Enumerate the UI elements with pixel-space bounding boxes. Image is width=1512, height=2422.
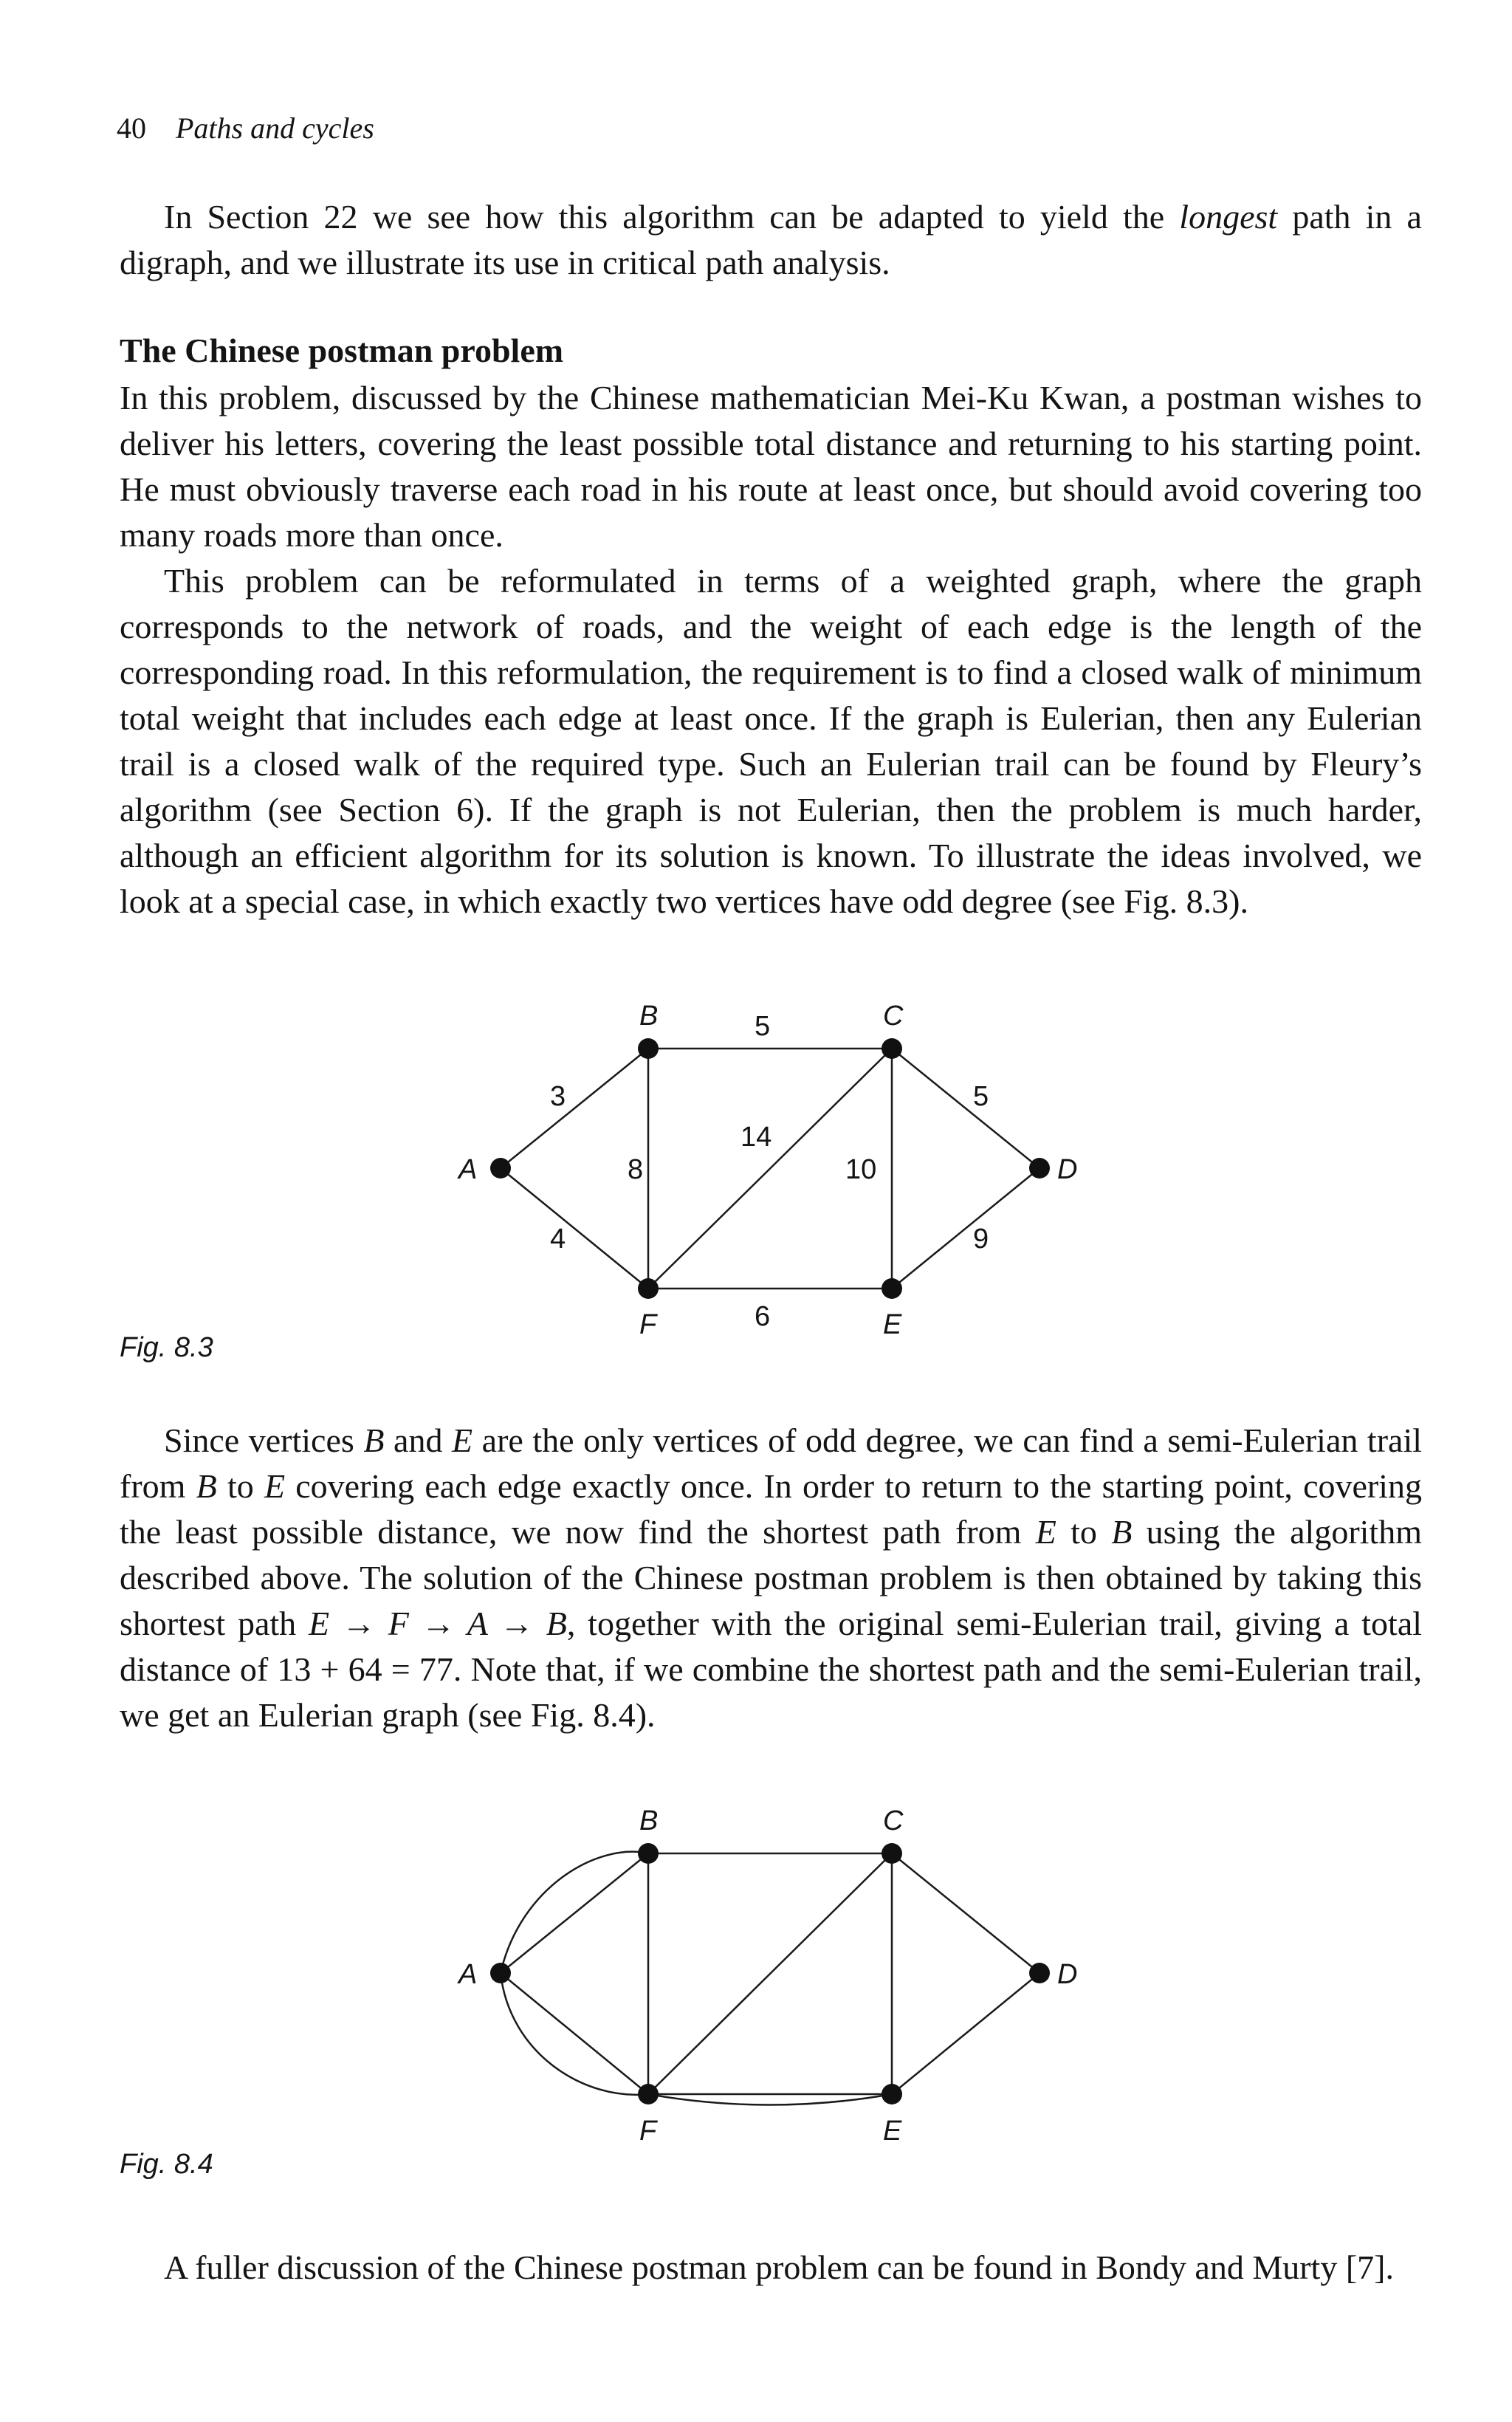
label-B: B [639, 1001, 659, 1032]
label-F: F [639, 2116, 657, 2147]
shortest-path: E → F → A → B [309, 1605, 567, 1642]
label-A: A [458, 1154, 478, 1185]
edge-DE [892, 1168, 1040, 1289]
figure-8-4 [0, 1802, 1512, 2200]
weight-DE: 9 [973, 1224, 989, 1255]
label-E: E [883, 2116, 902, 2147]
edge-FE-duplicate [648, 2094, 892, 2105]
vertex-B [638, 1038, 659, 1059]
figure-8-4-graph [0, 1802, 1512, 2200]
vertex-D [1029, 1158, 1050, 1179]
vertex-F [638, 1278, 659, 1299]
vertex-C [882, 1038, 902, 1059]
edge-AB [501, 1049, 648, 1168]
vertex-E [882, 2084, 902, 2104]
edge-CD [892, 1049, 1040, 1168]
vertex-A [490, 1158, 511, 1179]
label-D: D [1057, 1959, 1078, 1990]
edge-DE [892, 1973, 1040, 2094]
label-E: E [883, 1309, 902, 1340]
weight-AB: 3 [550, 1081, 566, 1112]
label-A: A [458, 1959, 478, 1990]
closing-paragraph: A fuller discussion of the Chinese postman problem can be found in Bondy and Murty [7]. [164, 2248, 1394, 2286]
weight-BF: 8 [628, 1154, 644, 1185]
paragraph-after-fig-8-3: Since vertices B and E are the only vertices of odd degree, we can find a semi-Eulerian trail from B to E covering each edge exactly once. In order to return to the starting point, covering the least possible distance, we now find the shortest path from E to B using the algorithm described above. The solution of the Chinese postman problem is then obtained by taking this shortest path E → F → A → B, together with the original semi-Eulerian trail, giving a total distance of 13 + 64 = 77. Note that, if we combine the shortest path and the semi-Eulerian trail, we get an Eulerian graph (see Fig. 8.4). [120, 1421, 1423, 1734]
intro-paragraph: In Section 22 we see how this algorithm can be adapted to yield the longest path in a digraph, and we illustrate its use in critical path analysis. [120, 198, 1422, 281]
edge-AB [501, 1853, 648, 1973]
edge-CD [892, 1853, 1040, 1973]
section-paragraph-2: This problem can be reformulated in terms of a weighted graph, where the graph corresponds to the network of roads, and the weight of each edge is the length of the corresponding road. In this reformulation, the requirement is to find a closed walk of minimum total weight that includes each edge at least once. If the graph is Eulerian, then any Eulerian trail is a closed walk of the required type. Such an Eulerian trail can be found by Fleury’s algorithm (see Section 6). If the graph is not Eulerian, then the problem is much harder, although an efficient algorithm for its solution is known. To illustrate the ideas involved, we look at a special case, in which exactly two vertices have odd degree (see Fig. 8.3). [120, 562, 1422, 920]
vertex-C [882, 1843, 902, 1864]
vertex-E [882, 1278, 902, 1299]
label-C: C [883, 1001, 904, 1032]
page-number: 40 [117, 112, 146, 145]
label-D: D [1057, 1154, 1078, 1185]
figure-8-3 [0, 989, 1512, 1373]
figure-8-3-graph [0, 989, 1512, 1373]
label-F: F [639, 1309, 657, 1340]
weight-CE: 10 [845, 1154, 877, 1185]
edge-AF [501, 1168, 648, 1289]
running-head-title: Paths and cycles [176, 112, 374, 145]
running-header [117, 111, 374, 145]
vertex-A [490, 1963, 511, 1983]
vertex-D [1029, 1963, 1050, 1983]
vertex-B [638, 1843, 659, 1864]
weight-CF: 14 [740, 1122, 772, 1153]
emphasis-longest: longest [1179, 198, 1278, 236]
weight-BC: 5 [755, 1011, 771, 1042]
edge-FC [648, 1853, 892, 2094]
weight-AF: 4 [550, 1224, 566, 1255]
weight-FE: 6 [755, 1301, 771, 1332]
label-C: C [883, 1805, 904, 1836]
weight-CD: 5 [973, 1081, 989, 1112]
section-title: The Chinese postman problem [120, 332, 564, 369]
figure-8-3-caption: Fig. 8.3 [120, 1332, 213, 1363]
figure-8-4-caption: Fig. 8.4 [120, 2149, 213, 2180]
vertex-F [638, 2084, 659, 2104]
section-paragraph-1: In this problem, discussed by the Chinese mathematician Mei-Ku Kwan, a postman wishes to deliver his letters, covering the least possible total distance and returning to his starting point. He must obviously traverse each road in his route at least once, but should avoid covering too many roads more than once. [120, 379, 1422, 554]
label-B: B [639, 1805, 659, 1836]
